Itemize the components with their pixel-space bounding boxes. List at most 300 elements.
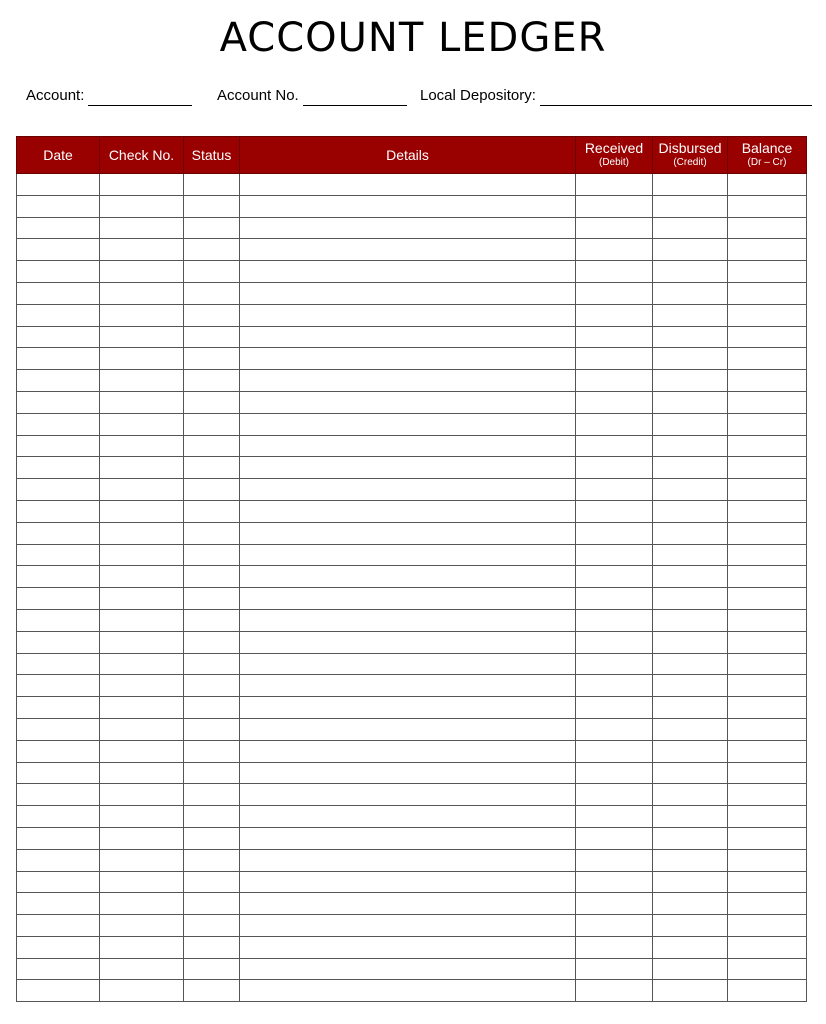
cell-check-no[interactable] [100, 740, 184, 762]
cell-balance[interactable] [728, 217, 807, 239]
cell-date[interactable] [17, 544, 100, 566]
page-title: ACCOUNT LEDGER [219, 15, 607, 61]
cell-status[interactable] [184, 326, 240, 348]
cell-balance[interactable] [728, 653, 807, 675]
cell-date[interactable] [17, 827, 100, 849]
table-row [17, 174, 807, 196]
local-depository-field[interactable] [420, 86, 812, 106]
account-blank[interactable] [88, 90, 192, 106]
cell-received[interactable] [576, 915, 653, 937]
cell-status[interactable] [184, 435, 240, 457]
cell-details[interactable] [240, 435, 576, 457]
cell-disbursed[interactable] [653, 566, 728, 588]
cell-check-no[interactable] [100, 718, 184, 740]
cell-details[interactable] [240, 544, 576, 566]
cell-received[interactable] [576, 457, 653, 479]
cell-status[interactable] [184, 544, 240, 566]
account-no-field[interactable] [217, 86, 407, 106]
cell-details[interactable] [240, 239, 576, 261]
cell-disbursed[interactable] [653, 740, 728, 762]
cell-details[interactable] [240, 522, 576, 544]
cell-check-no[interactable] [100, 762, 184, 784]
cell-status[interactable] [184, 893, 240, 915]
cell-disbursed[interactable] [653, 806, 728, 828]
table-row [17, 217, 807, 239]
cell-details[interactable] [240, 936, 576, 958]
cell-balance[interactable] [728, 849, 807, 871]
cell-received[interactable] [576, 174, 653, 196]
cell-check-no[interactable] [100, 500, 184, 522]
local-depository-blank[interactable] [540, 90, 812, 106]
cell-balance[interactable] [728, 566, 807, 588]
cell-balance[interactable] [728, 718, 807, 740]
cell-disbursed[interactable] [653, 239, 728, 261]
cell-disbursed[interactable] [653, 631, 728, 653]
cell-details[interactable] [240, 588, 576, 610]
cell-received[interactable] [576, 806, 653, 828]
cell-details[interactable] [240, 261, 576, 283]
cell-date[interactable] [17, 806, 100, 828]
cell-check-no[interactable] [100, 370, 184, 392]
cell-balance[interactable] [728, 239, 807, 261]
cell-check-no[interactable] [100, 849, 184, 871]
cell-received[interactable] [576, 479, 653, 501]
table-row [17, 958, 807, 980]
cell-details[interactable] [240, 370, 576, 392]
cell-date[interactable] [17, 304, 100, 326]
cell-received[interactable] [576, 239, 653, 261]
cell-received[interactable] [576, 522, 653, 544]
cell-disbursed[interactable] [653, 893, 728, 915]
cell-disbursed[interactable] [653, 348, 728, 370]
table-row [17, 457, 807, 479]
table-row [17, 566, 807, 588]
cell-check-no[interactable] [100, 282, 184, 304]
cell-status[interactable] [184, 609, 240, 631]
cell-check-no[interactable] [100, 479, 184, 501]
table-row [17, 609, 807, 631]
cell-status[interactable] [184, 936, 240, 958]
cell-status[interactable] [184, 631, 240, 653]
cell-disbursed[interactable] [653, 915, 728, 937]
cell-status[interactable] [184, 566, 240, 588]
cell-received[interactable] [576, 958, 653, 980]
table-row [17, 653, 807, 675]
cell-status[interactable] [184, 806, 240, 828]
cell-status[interactable] [184, 348, 240, 370]
cell-details[interactable] [240, 718, 576, 740]
cell-received[interactable] [576, 871, 653, 893]
cell-balance[interactable] [728, 522, 807, 544]
cell-details[interactable] [240, 893, 576, 915]
table-row [17, 849, 807, 871]
table-row [17, 544, 807, 566]
cell-received[interactable] [576, 413, 653, 435]
cell-details[interactable] [240, 806, 576, 828]
cell-check-no[interactable] [100, 653, 184, 675]
cell-received[interactable] [576, 370, 653, 392]
cell-details[interactable] [240, 762, 576, 784]
cell-balance[interactable] [728, 457, 807, 479]
cell-date[interactable] [17, 391, 100, 413]
cell-status[interactable] [184, 740, 240, 762]
cell-disbursed[interactable] [653, 980, 728, 1002]
cell-disbursed[interactable] [653, 370, 728, 392]
table-row [17, 588, 807, 610]
cell-status[interactable] [184, 457, 240, 479]
cell-date[interactable] [17, 784, 100, 806]
cell-received[interactable] [576, 326, 653, 348]
cell-balance[interactable] [728, 588, 807, 610]
cell-status[interactable] [184, 849, 240, 871]
cell-received[interactable] [576, 827, 653, 849]
cell-disbursed[interactable] [653, 457, 728, 479]
cell-date[interactable] [17, 522, 100, 544]
cell-details[interactable] [240, 609, 576, 631]
cell-date[interactable] [17, 740, 100, 762]
cell-disbursed[interactable] [653, 282, 728, 304]
cell-details[interactable] [240, 980, 576, 1002]
cell-check-no[interactable] [100, 304, 184, 326]
cell-balance[interactable] [728, 697, 807, 719]
cell-date[interactable] [17, 936, 100, 958]
cell-received[interactable] [576, 697, 653, 719]
cell-check-no[interactable] [100, 609, 184, 631]
cell-received[interactable] [576, 784, 653, 806]
cell-received[interactable] [576, 609, 653, 631]
table-row [17, 282, 807, 304]
cell-date[interactable] [17, 261, 100, 283]
cell-date[interactable] [17, 697, 100, 719]
cell-check-no[interactable] [100, 457, 184, 479]
cell-received[interactable] [576, 980, 653, 1002]
cell-received[interactable] [576, 893, 653, 915]
cell-check-no[interactable] [100, 893, 184, 915]
cell-details[interactable] [240, 871, 576, 893]
table-row [17, 980, 807, 1002]
cell-date[interactable] [17, 479, 100, 501]
cell-check-no[interactable] [100, 413, 184, 435]
cell-received[interactable] [576, 762, 653, 784]
cell-balance[interactable] [728, 675, 807, 697]
cell-details[interactable] [240, 500, 576, 522]
cell-details[interactable] [240, 653, 576, 675]
cell-check-no[interactable] [100, 566, 184, 588]
cell-details[interactable] [240, 457, 576, 479]
cell-balance[interactable] [728, 370, 807, 392]
cell-status[interactable] [184, 304, 240, 326]
cell-status[interactable] [184, 479, 240, 501]
cell-received[interactable] [576, 282, 653, 304]
cell-status[interactable] [184, 588, 240, 610]
cell-date[interactable] [17, 893, 100, 915]
cell-status[interactable] [184, 871, 240, 893]
table-row [17, 522, 807, 544]
cell-details[interactable] [240, 348, 576, 370]
header-status: Status [184, 137, 240, 174]
cell-details[interactable] [240, 697, 576, 719]
cell-balance[interactable] [728, 893, 807, 915]
cell-details[interactable] [240, 915, 576, 937]
cell-disbursed[interactable] [653, 304, 728, 326]
header-received: Received (Debit) [576, 137, 653, 174]
cell-details[interactable] [240, 827, 576, 849]
cell-details[interactable] [240, 195, 576, 217]
cell-check-no[interactable] [100, 675, 184, 697]
cell-balance[interactable] [728, 413, 807, 435]
cell-date[interactable] [17, 457, 100, 479]
cell-balance[interactable] [728, 631, 807, 653]
cell-balance[interactable] [728, 479, 807, 501]
cell-date[interactable] [17, 718, 100, 740]
cell-status[interactable] [184, 239, 240, 261]
cell-details[interactable] [240, 479, 576, 501]
cell-disbursed[interactable] [653, 849, 728, 871]
cell-status[interactable] [184, 500, 240, 522]
cell-received[interactable] [576, 195, 653, 217]
cell-check-no[interactable] [100, 806, 184, 828]
cell-details[interactable] [240, 282, 576, 304]
cell-disbursed[interactable] [653, 653, 728, 675]
cell-status[interactable] [184, 675, 240, 697]
cell-disbursed[interactable] [653, 500, 728, 522]
cell-balance[interactable] [728, 304, 807, 326]
cell-status[interactable] [184, 261, 240, 283]
table-row [17, 326, 807, 348]
cell-details[interactable] [240, 784, 576, 806]
header-balance: Balance (Dr – Cr) [728, 137, 807, 174]
cell-check-no[interactable] [100, 871, 184, 893]
cell-balance[interactable] [728, 980, 807, 1002]
cell-details[interactable] [240, 675, 576, 697]
cell-date[interactable] [17, 588, 100, 610]
cell-date[interactable] [17, 413, 100, 435]
cell-check-no[interactable] [100, 217, 184, 239]
cell-balance[interactable] [728, 958, 807, 980]
cell-received[interactable] [576, 435, 653, 457]
cell-status[interactable] [184, 718, 240, 740]
table-row [17, 500, 807, 522]
cell-details[interactable] [240, 174, 576, 196]
cell-disbursed[interactable] [653, 326, 728, 348]
cell-date[interactable] [17, 195, 100, 217]
cell-balance[interactable] [728, 915, 807, 937]
cell-balance[interactable] [728, 348, 807, 370]
cell-check-no[interactable] [100, 326, 184, 348]
cell-date[interactable] [17, 675, 100, 697]
cell-balance[interactable] [728, 762, 807, 784]
cell-disbursed[interactable] [653, 675, 728, 697]
cell-disbursed[interactable] [653, 871, 728, 893]
cell-check-no[interactable] [100, 391, 184, 413]
cell-details[interactable] [240, 326, 576, 348]
cell-disbursed[interactable] [653, 784, 728, 806]
cell-received[interactable] [576, 631, 653, 653]
cell-received[interactable] [576, 304, 653, 326]
cell-disbursed[interactable] [653, 827, 728, 849]
cell-balance[interactable] [728, 544, 807, 566]
cell-details[interactable] [240, 958, 576, 980]
table-row [17, 391, 807, 413]
cell-received[interactable] [576, 849, 653, 871]
cell-check-no[interactable] [100, 174, 184, 196]
cell-disbursed[interactable] [653, 479, 728, 501]
cell-details[interactable] [240, 631, 576, 653]
cell-received[interactable] [576, 544, 653, 566]
cell-date[interactable] [17, 282, 100, 304]
cell-status[interactable] [184, 522, 240, 544]
cell-disbursed[interactable] [653, 195, 728, 217]
cell-check-no[interactable] [100, 195, 184, 217]
cell-received[interactable] [576, 500, 653, 522]
cell-balance[interactable] [728, 936, 807, 958]
cell-balance[interactable] [728, 326, 807, 348]
cell-received[interactable] [576, 391, 653, 413]
cell-disbursed[interactable] [653, 391, 728, 413]
cell-disbursed[interactable] [653, 958, 728, 980]
cell-received[interactable] [576, 936, 653, 958]
cell-check-no[interactable] [100, 697, 184, 719]
account-no-blank[interactable] [303, 90, 407, 106]
cell-date[interactable] [17, 631, 100, 653]
cell-date[interactable] [17, 348, 100, 370]
cell-disbursed[interactable] [653, 588, 728, 610]
cell-date[interactable] [17, 609, 100, 631]
cell-date[interactable] [17, 762, 100, 784]
cell-balance[interactable] [728, 806, 807, 828]
cell-status[interactable] [184, 282, 240, 304]
cell-received[interactable] [576, 675, 653, 697]
cell-status[interactable] [184, 827, 240, 849]
cell-balance[interactable] [728, 784, 807, 806]
cell-balance[interactable] [728, 740, 807, 762]
cell-date[interactable] [17, 915, 100, 937]
cell-status[interactable] [184, 980, 240, 1002]
cell-date[interactable] [17, 370, 100, 392]
cell-status[interactable] [184, 653, 240, 675]
cell-check-no[interactable] [100, 261, 184, 283]
cell-check-no[interactable] [100, 631, 184, 653]
cell-disbursed[interactable] [653, 261, 728, 283]
cell-details[interactable] [240, 849, 576, 871]
cell-details[interactable] [240, 391, 576, 413]
table-row [17, 806, 807, 828]
account-field[interactable] [26, 86, 192, 106]
cell-date[interactable] [17, 239, 100, 261]
cell-check-no[interactable] [100, 544, 184, 566]
cell-date[interactable] [17, 653, 100, 675]
cell-balance[interactable] [728, 871, 807, 893]
cell-disbursed[interactable] [653, 413, 728, 435]
cell-status[interactable] [184, 784, 240, 806]
cell-balance[interactable] [728, 261, 807, 283]
cell-disbursed[interactable] [653, 435, 728, 457]
cell-disbursed[interactable] [653, 697, 728, 719]
cell-status[interactable] [184, 915, 240, 937]
cell-check-no[interactable] [100, 827, 184, 849]
cell-date[interactable] [17, 435, 100, 457]
cell-details[interactable] [240, 740, 576, 762]
cell-balance[interactable] [728, 827, 807, 849]
cell-date[interactable] [17, 958, 100, 980]
cell-check-no[interactable] [100, 980, 184, 1002]
cell-received[interactable] [576, 261, 653, 283]
cell-status[interactable] [184, 958, 240, 980]
table-row [17, 827, 807, 849]
cell-disbursed[interactable] [653, 217, 728, 239]
cell-balance[interactable] [728, 391, 807, 413]
cell-status[interactable] [184, 413, 240, 435]
cell-status[interactable] [184, 391, 240, 413]
cell-status[interactable] [184, 370, 240, 392]
table-row [17, 936, 807, 958]
cell-check-no[interactable] [100, 958, 184, 980]
cell-disbursed[interactable] [653, 522, 728, 544]
cell-status[interactable] [184, 174, 240, 196]
cell-date[interactable] [17, 500, 100, 522]
cell-details[interactable] [240, 566, 576, 588]
cell-received[interactable] [576, 566, 653, 588]
cell-disbursed[interactable] [653, 174, 728, 196]
cell-check-no[interactable] [100, 435, 184, 457]
cell-balance[interactable] [728, 174, 807, 196]
cell-balance[interactable] [728, 500, 807, 522]
cell-details[interactable] [240, 413, 576, 435]
header-disbursed: Disbursed (Credit) [653, 137, 728, 174]
cell-status[interactable] [184, 762, 240, 784]
cell-date[interactable] [17, 174, 100, 196]
cell-balance[interactable] [728, 609, 807, 631]
cell-date[interactable] [17, 217, 100, 239]
cell-disbursed[interactable] [653, 609, 728, 631]
cell-details[interactable] [240, 304, 576, 326]
cell-check-no[interactable] [100, 239, 184, 261]
cell-disbursed[interactable] [653, 544, 728, 566]
cell-received[interactable] [576, 348, 653, 370]
cell-received[interactable] [576, 740, 653, 762]
account-label: Account: [26, 87, 85, 104]
cell-date[interactable] [17, 849, 100, 871]
table-row [17, 718, 807, 740]
cell-status[interactable] [184, 195, 240, 217]
cell-check-no[interactable] [100, 348, 184, 370]
table-row [17, 762, 807, 784]
cell-date[interactable] [17, 871, 100, 893]
cell-check-no[interactable] [100, 522, 184, 544]
table-row [17, 893, 807, 915]
cell-date[interactable] [17, 566, 100, 588]
cell-date[interactable] [17, 326, 100, 348]
cell-received[interactable] [576, 653, 653, 675]
cell-check-no[interactable] [100, 936, 184, 958]
cell-balance[interactable] [728, 195, 807, 217]
cell-balance[interactable] [728, 435, 807, 457]
cell-details[interactable] [240, 217, 576, 239]
cell-check-no[interactable] [100, 784, 184, 806]
cell-status[interactable] [184, 697, 240, 719]
cell-disbursed[interactable] [653, 718, 728, 740]
cell-balance[interactable] [728, 282, 807, 304]
cell-disbursed[interactable] [653, 762, 728, 784]
cell-status[interactable] [184, 217, 240, 239]
cell-disbursed[interactable] [653, 936, 728, 958]
cell-received[interactable] [576, 217, 653, 239]
cell-received[interactable] [576, 588, 653, 610]
cell-check-no[interactable] [100, 915, 184, 937]
cell-date[interactable] [17, 980, 100, 1002]
cell-check-no[interactable] [100, 588, 184, 610]
cell-received[interactable] [576, 718, 653, 740]
